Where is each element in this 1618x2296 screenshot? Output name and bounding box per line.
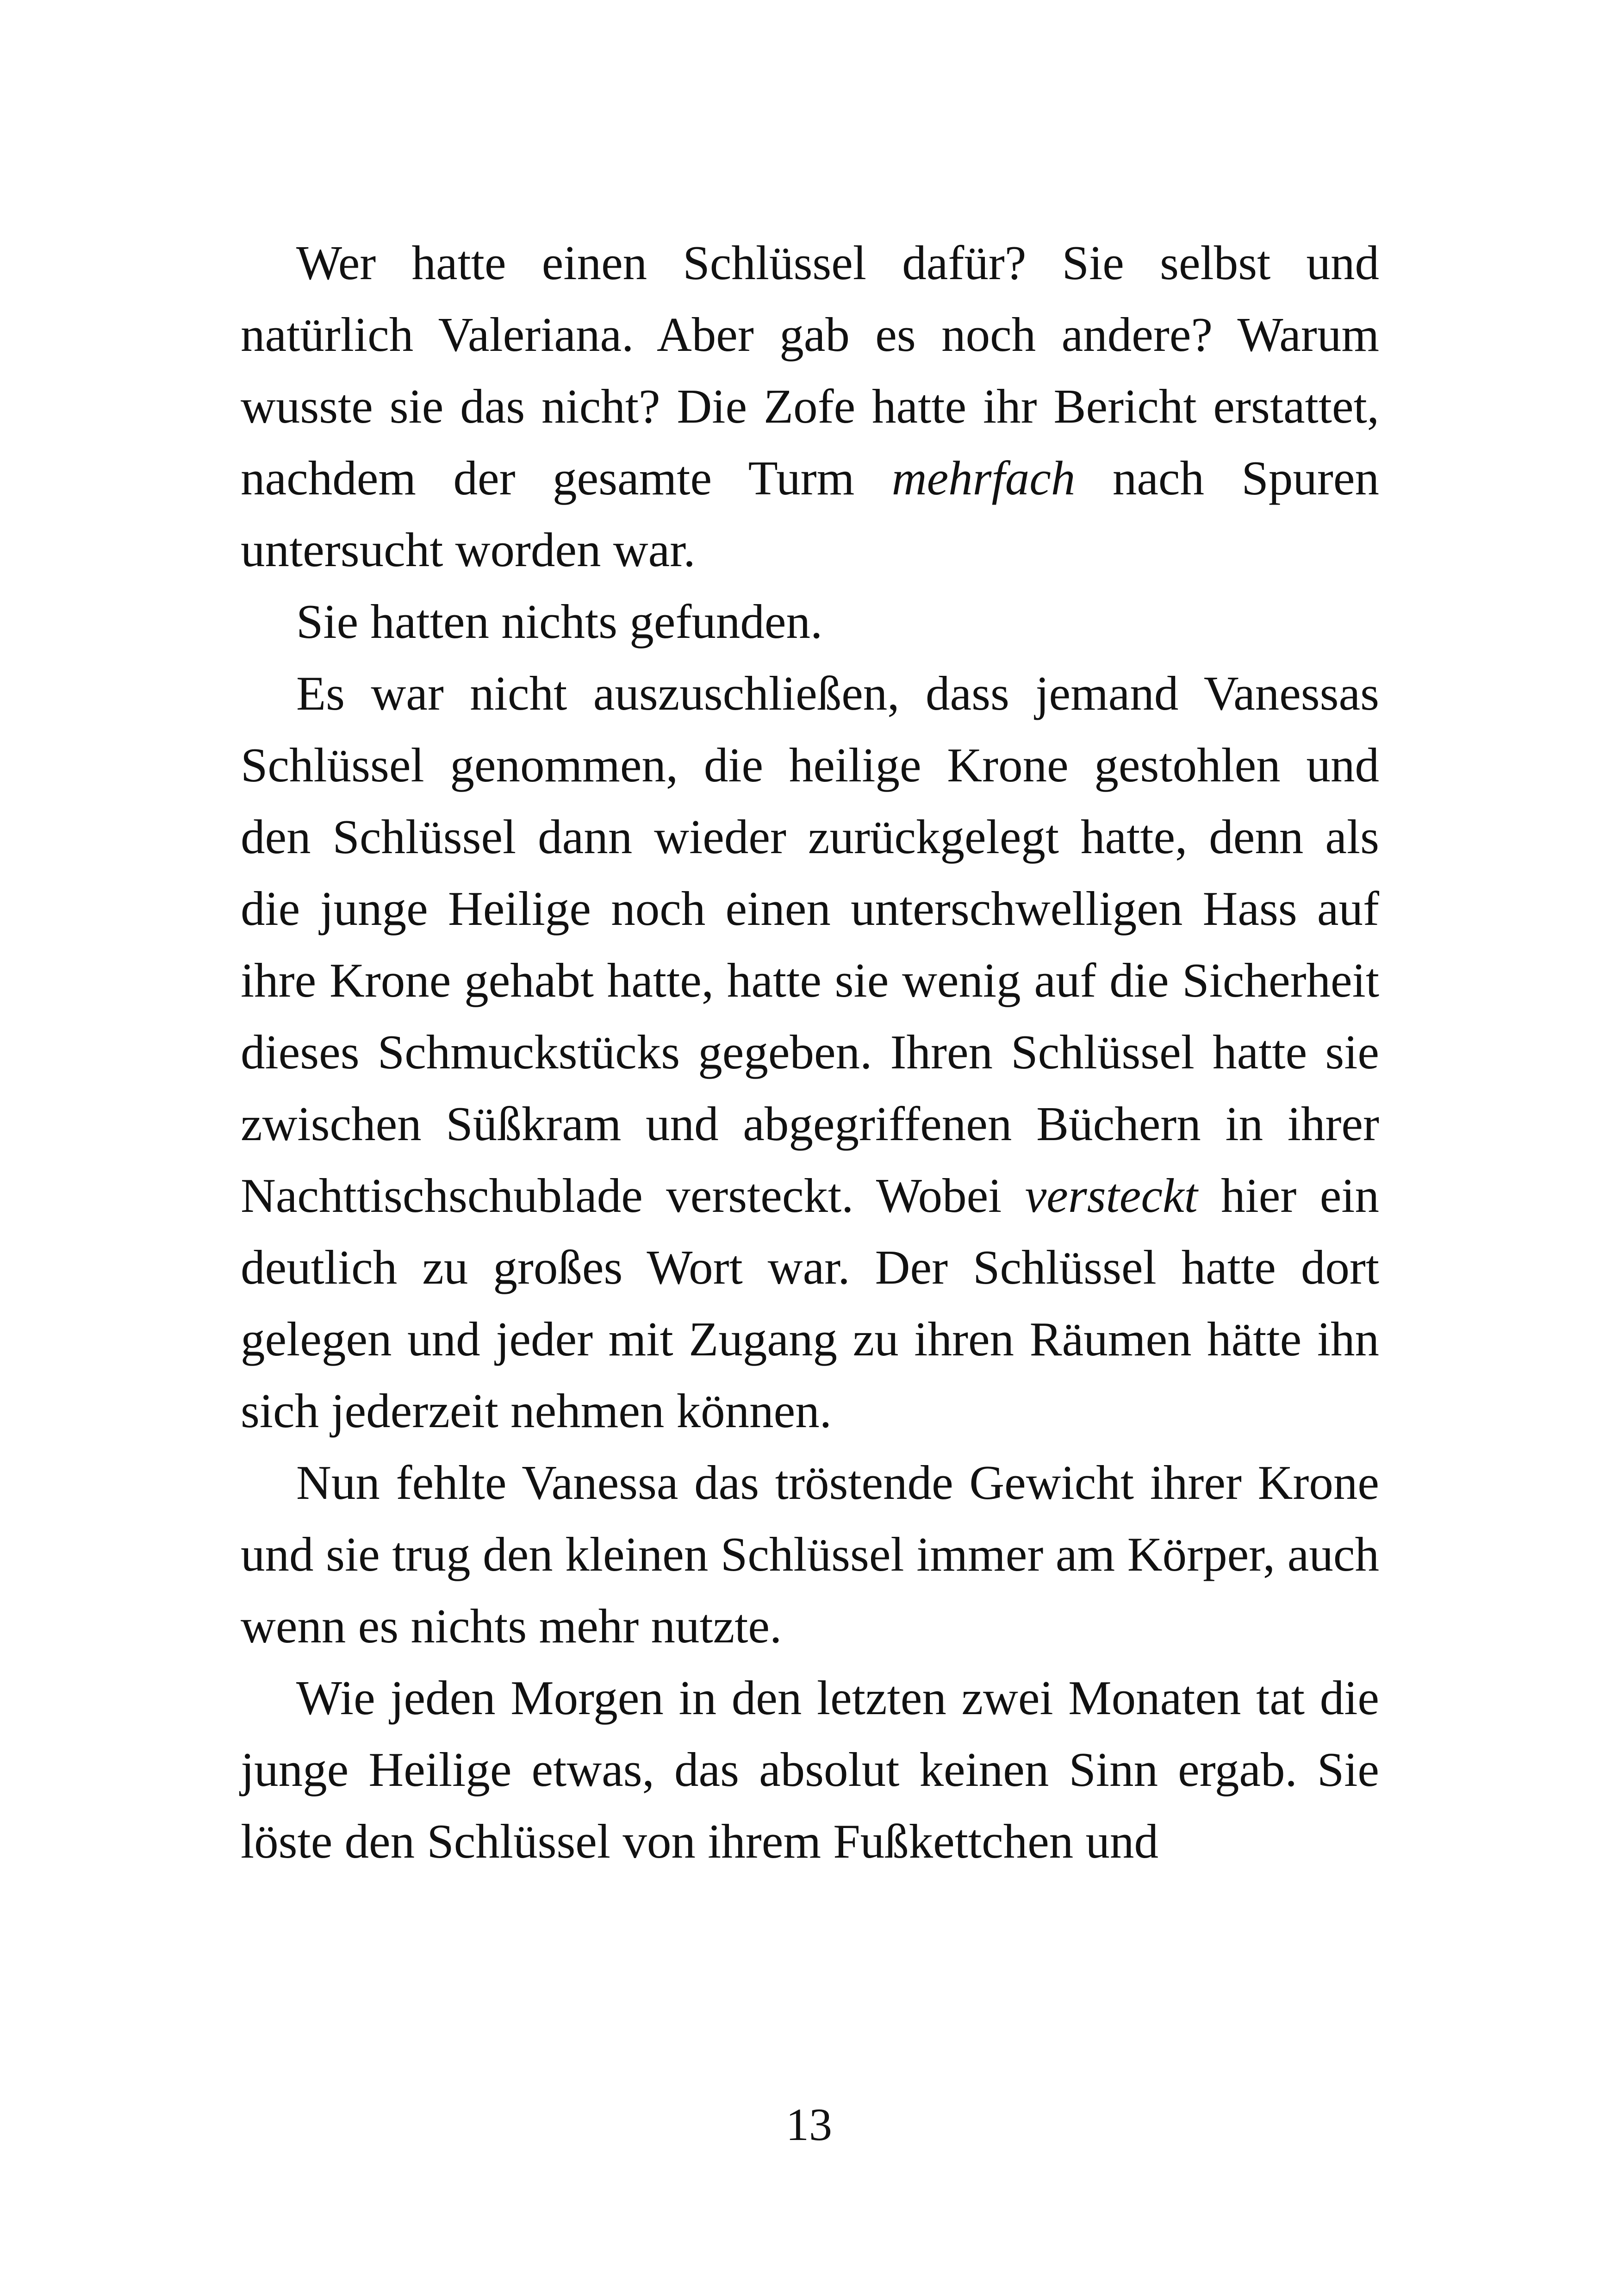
body-text: [241, 227, 1379, 1877]
paragraph-1-emphasis: mehrfach: [891, 451, 1076, 505]
paragraph-5: [241, 1662, 1379, 1877]
paragraph-5-text: Wie jeden Morgen in den letzten zwei Monaten tat die junge Heilige etwas, das absolut keinen Sinn ergab. Sie löste den Schlüssel von ihrem Fußkettchen und: [241, 1671, 1379, 1868]
paragraph-1-text-b: nach Spuren untersucht worden war.: [241, 451, 1379, 577]
paragraph-3-text-b: hier ein deutlich zu großes Wort war. Der Schlüssel hatte dort gelegen und jeder mit Zugang zu ihren Räumen hätte ihn sich jederzeit nehmen können.: [241, 1168, 1379, 1438]
paragraph-3-emphasis: versteckt: [1025, 1168, 1198, 1223]
paragraph-3-text-a: Es war nicht auszuschließen, dass jemand Vanessas Schlüssel genommen, die heilige Krone gestohlen und den Schlüssel dann wieder zurückgelegt hatte, denn als die junge Heilige noch einen unterschwelligen Hass auf ihre Krone gehabt hatte, hatte sie wenig auf die Sicherheit dieses Schmuckstücks gegeben. Ihren Schlüssel hatte sie zwischen Süßkram und abgegriffenen Büchern in ihrer Nachttischschublade versteckt. Wobei: [241, 666, 1379, 1223]
paragraph-4-text: Nun fehlte Vanessa das tröstende Gewicht ihrer Krone und sie trug den kleinen Schlüssel immer am Körper, auch wenn es nichts mehr nutzte.: [241, 1455, 1379, 1653]
paragraph-2-text: Sie hatten nichts gefunden.: [296, 594, 823, 649]
paragraph-1: [241, 227, 1379, 586]
paragraph-2: [241, 586, 1379, 657]
page-number: 13: [786, 2099, 832, 2150]
paragraph-3: [241, 657, 1379, 1447]
paragraph-1-text-a: Wer hatte einen Schlüssel dafür? Sie selbst und natürlich Valeriana. Aber gab es noch andere? Warum wusste sie das nicht? Die Zofe hatte ihr Bericht erstattet, nachdem der gesamte Turm: [241, 236, 1379, 505]
paragraph-4: [241, 1447, 1379, 1662]
